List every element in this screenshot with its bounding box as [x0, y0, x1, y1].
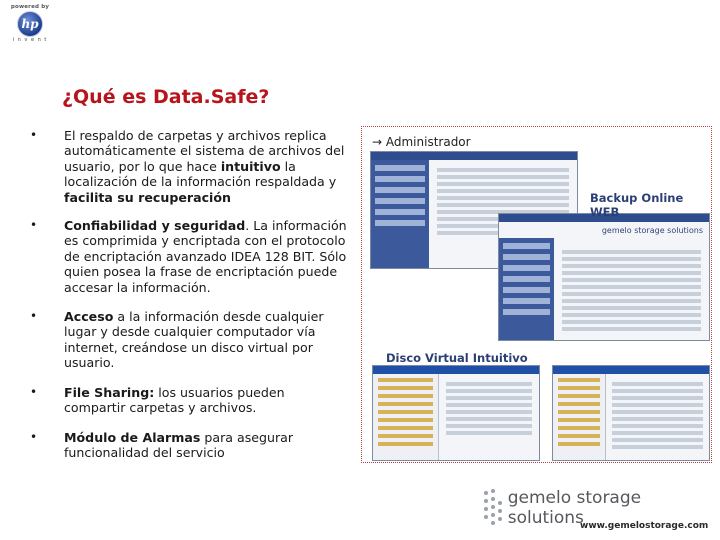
- bullet-bold: Módulo de Alarmas: [64, 429, 201, 445]
- bullet-text: los usuarios pueden compartir carpetas y archivos.: [64, 384, 285, 416]
- bullet-text: la localización de la información respaldada y: [64, 158, 337, 190]
- bullet-bold: intuitivo: [220, 158, 281, 174]
- hp-logo-icon: hp: [17, 11, 43, 37]
- bullet-bold: Confiabilidad y seguridad: [64, 218, 246, 234]
- mockup-brand: gemelo storage solutions: [601, 226, 703, 235]
- gemelo-dots-icon: [482, 489, 504, 527]
- footer-url: www.gemelostorage.com: [580, 521, 709, 531]
- admin-label: → Administrador: [372, 135, 471, 149]
- bullet-text: para asegurar funcionalidad del servicio: [64, 429, 294, 460]
- hp-logo: [8, 4, 52, 46]
- bullet-acceso: [30, 309, 348, 371]
- feature-list: [30, 128, 348, 474]
- bullet-text: a la información desde cualquier lugar y desde cualquier computador vía internet, creándose un disco virtual por usuario.: [64, 309, 324, 371]
- bullet-dot-icon: •: [30, 309, 38, 324]
- bullet-bold: facilita su recuperación: [64, 189, 231, 205]
- disco-virtual-screenshot-1: [372, 365, 540, 461]
- bullet-dot-icon: •: [30, 218, 38, 233]
- bullet-file-sharing: [30, 385, 348, 416]
- bullet-alarmas: [30, 430, 348, 461]
- bullet-dot-icon: •: [30, 384, 38, 399]
- bullet-bold: File Sharing:: [64, 384, 155, 400]
- slide-title: ¿Qué es Data.Safe?: [62, 86, 270, 108]
- bullet-respaldo: [30, 128, 348, 205]
- powered-by-text: powered by: [10, 4, 50, 10]
- bullet-dot-icon: •: [30, 429, 38, 444]
- bullet-bold: Acceso: [64, 309, 114, 325]
- footer-brand-name: gemelo storage solutions: [507, 488, 642, 528]
- bullet-confiabilidad: [30, 218, 348, 295]
- backup-web-screenshot: [498, 213, 710, 341]
- screenshots-panel: [361, 126, 712, 463]
- bullet-dot-icon: •: [30, 128, 38, 142]
- backup-online-label: Backup Online WEB: [590, 191, 684, 219]
- hp-tagline: i n v e n t: [12, 37, 48, 43]
- bullet-text: El respaldo de carpetas y archivos replica automáticamente el sistema de archivos del usuario, por lo que hace: [64, 128, 345, 174]
- disco-virtual-label: Disco Virtual Intuitivo: [386, 351, 528, 365]
- bullet-text: . La información es comprimida y encriptada con el protocolo de encriptación avanzado IDEA 128 BIT. Sólo quien posea la frase de encriptación puede accesar la información.: [64, 218, 347, 295]
- disco-virtual-screenshot-2: [552, 365, 710, 461]
